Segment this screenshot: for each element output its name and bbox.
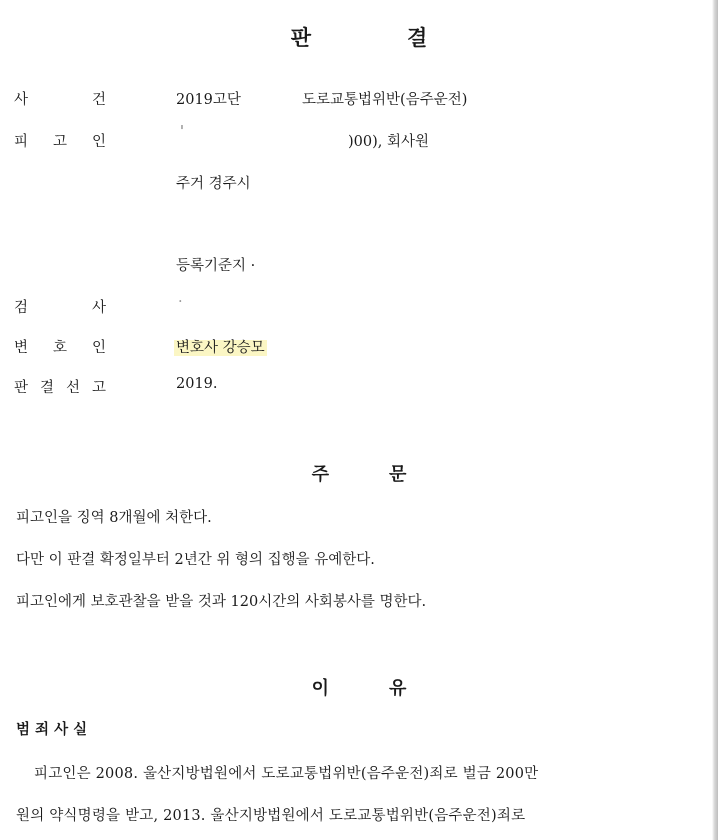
defendant-registered-domicile: 등록기준지 · [176,258,256,274]
title-char-right: 결 [407,25,428,50]
counsel-label: 변 호 인 [14,340,106,356]
page-edge-shadow [712,0,718,840]
prosecutor-label: 검 사 [14,300,106,316]
order-line-3: 피고인에게 보호관찰을 받을 것과 120시간의 사회봉사를 명한다. [16,594,427,610]
prosecutor-value: · [178,294,183,310]
order-line-2: 다만 이 판결 확정일부터 2년간 위 형의 집행을 유예한다. [16,552,375,568]
defendant-label: 피 고 인 [14,134,106,150]
defendant-info: )00), 회사원 [348,134,430,150]
case-name: 도로교통법위반(음주운전) [302,92,468,108]
order-line-1: 피고인을 징역 8개월에 처한다. [16,510,212,526]
defendant-mark: ' [180,124,184,140]
case-label: 사 건 [14,92,106,108]
order-title: 주 문 [311,464,407,485]
counsel-highlight: 변호사 강승모 [176,340,265,356]
title-char-left: 판 [290,25,311,50]
document-title [0,22,718,52]
verdict-date-value: 2019. [176,376,218,392]
verdict-date-label: 판 결 선 고 [14,380,106,396]
case-number: 2019고단 [176,92,241,108]
defendant-residence: 주거 경주시 [176,176,251,192]
counsel-value [174,336,267,357]
facts-heading: 범 죄 사 실 [16,721,88,738]
facts-line-1: 피고인은 2008. 울산지방법원에서 도로교통법위반(음주운전)죄로 벌금 200만 [34,766,539,782]
facts-line-2: 원의 약식명령을 받고, 2013. 울산지방법원에서 도로교통법위반(음주운전)죄로 [16,808,526,824]
reason-title: 이 유 [311,678,407,699]
